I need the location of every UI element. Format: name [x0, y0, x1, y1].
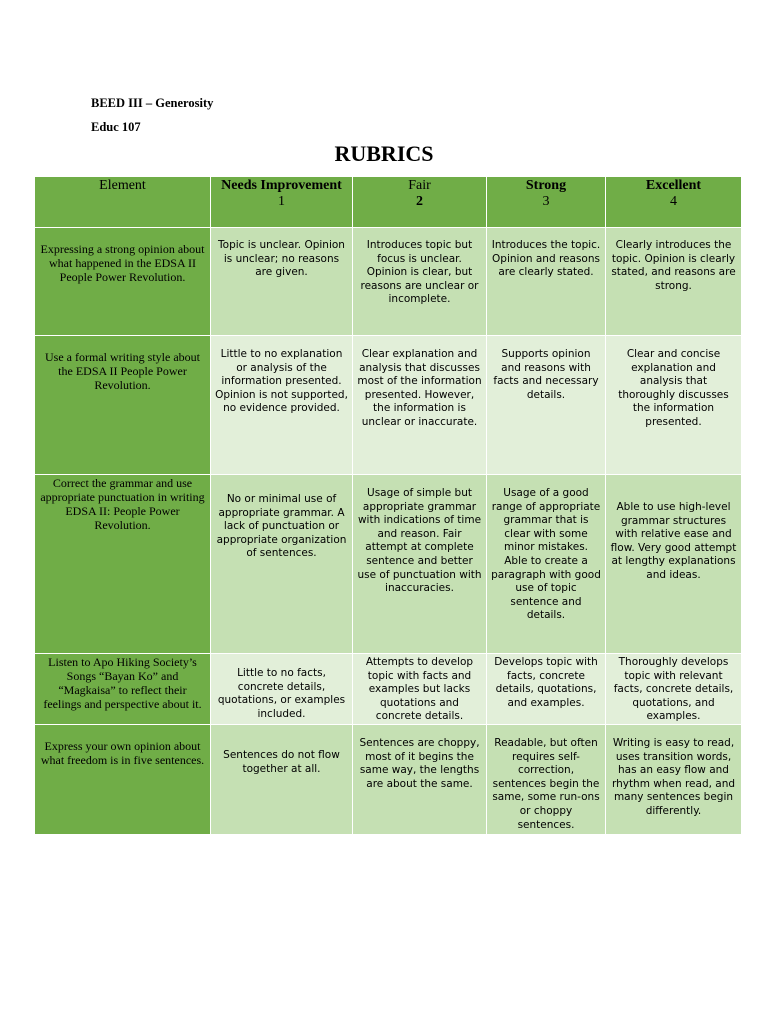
- table-header-row: [35, 177, 742, 228]
- criteria-cell: Usage of a good range of appropriate grammar that is clear with some minor mistakes. Able to create a paragraph with good use of topic sentence and details.: [487, 475, 606, 654]
- column-header-level: 3: [542, 194, 550, 209]
- column-header-label: Fair: [408, 178, 431, 193]
- table-row: [35, 654, 742, 725]
- column-header-strong: [487, 177, 606, 228]
- header-class-line: BEED III – Generosity: [91, 96, 214, 110]
- element-cell: Correct the grammar and use appropriate punctuation in writing EDSA II: People Power Revolution.: [35, 475, 211, 654]
- criteria-cell: Readable, but often requires self-correction, sentences begin the same, some run-ons or choppy sentences.: [487, 725, 606, 835]
- criteria-cell: Sentences are choppy, most of it begins the same way, the lengths are about the same.: [353, 725, 487, 835]
- criteria-cell: Little to no facts, concrete details, quotations, or examples included.: [211, 654, 353, 725]
- table-row: [35, 228, 742, 336]
- criteria-cell: Little to no explanation or analysis of the information presented. Opinion is not supported, no evidence provided.: [211, 336, 353, 475]
- criteria-cell: Introduces the topic. Opinion and reasons are clearly stated.: [487, 228, 606, 336]
- column-header-element: [35, 177, 211, 228]
- header-course-line: Educ 107: [91, 120, 141, 134]
- criteria-cell: Develops topic with facts, concrete details, quotations, and examples.: [487, 654, 606, 725]
- criteria-cell: Able to use high-level grammar structures with relative ease and flow. Very good attempt at lengthy explanations and ideas.: [606, 475, 742, 654]
- element-cell: Expressing a strong opinion about what happened in the EDSA II People Power Revolution.: [35, 228, 211, 336]
- criteria-cell: Writing is easy to read, uses transition words, has an easy flow and rhythm when read, and many sentences begin differently.: [606, 725, 742, 835]
- criteria-cell: Introduces topic but focus is unclear. Opinion is clear, but reasons are unclear or incomplete.: [353, 228, 487, 336]
- criteria-cell: Clear and concise explanation and analysis that thoroughly discusses the information presented.: [606, 336, 742, 475]
- column-header-needs-improvement: [211, 177, 353, 228]
- column-header-level: 1: [278, 194, 285, 209]
- criteria-cell: Clear explanation and analysis that discusses most of the information presented. However, the information is unclear or inaccurate.: [353, 336, 487, 475]
- table-row: [35, 475, 742, 654]
- criteria-cell: Thoroughly develops topic with relevant facts, concrete details, quotations, and examples.: [606, 654, 742, 725]
- page-title: RUBRICS: [334, 141, 434, 166]
- criteria-cell: Clearly introduces the topic. Opinion is clearly stated, and reasons are strong.: [606, 228, 742, 336]
- column-header-level: 4: [670, 194, 677, 209]
- criteria-cell: Sentences do not flow together at all.: [211, 725, 353, 835]
- element-cell: Listen to Apo Hiking Society’s Songs “Bayan Ko” and “Magkaisa” to reflect their feelings and perspective about it.: [35, 654, 211, 725]
- criteria-cell: Usage of simple but appropriate grammar with indications of time and reason. Fair attempt at complete sentence and better use of punctuation with inaccuracies.: [353, 475, 487, 654]
- column-header-fair: [353, 177, 487, 228]
- rubric-table: [34, 176, 742, 835]
- column-header-level: 2: [416, 194, 423, 209]
- column-header-label: Excellent: [645, 178, 702, 193]
- criteria-cell: Topic is unclear. Opinion is unclear; no reasons are given.: [211, 228, 353, 336]
- table-row: [35, 725, 742, 835]
- criteria-cell: Attempts to develop topic with facts and examples but lacks quotations and concrete details.: [353, 654, 487, 725]
- column-header-label: Element: [99, 178, 146, 193]
- element-cell: Express your own opinion about what freedom is in five sentences.: [35, 725, 211, 835]
- criteria-cell: Supports opinion and reasons with facts and necessary details.: [487, 336, 606, 475]
- column-header-label: Strong: [525, 178, 567, 193]
- table-row: [35, 336, 742, 475]
- element-cell: Use a formal writing style about the EDSA II People Power Revolution.: [35, 336, 211, 475]
- column-header-excellent: [606, 177, 742, 228]
- column-header-label: Needs Improvement: [221, 178, 342, 193]
- criteria-cell: No or minimal use of appropriate grammar. A lack of punctuation or appropriate organization of sentences.: [211, 475, 353, 654]
